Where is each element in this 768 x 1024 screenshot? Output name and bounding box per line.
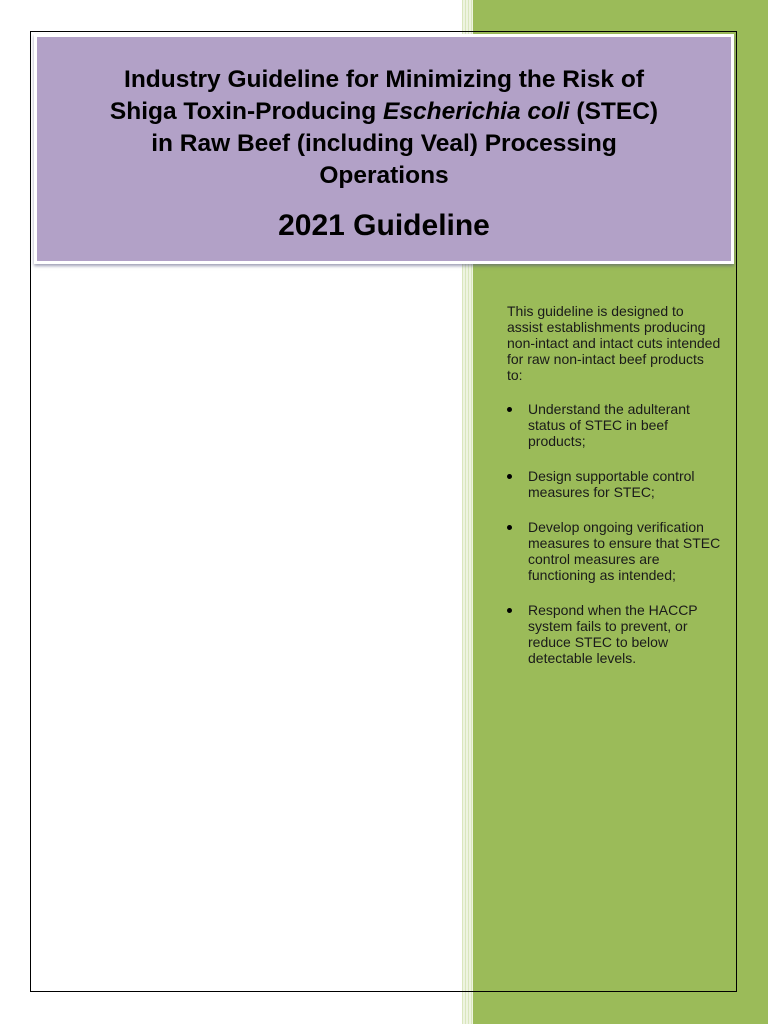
bullet-item	[507, 519, 721, 583]
bullet-dot-icon	[507, 525, 512, 530]
title-species-name: Escherichia coli	[383, 98, 570, 125]
title-line-2-prefix: Shiga Toxin-Producing	[109, 98, 384, 125]
bullet-text: Respond when the HACCP system fails to prevent, or reduce STEC to below detectable levels.	[528, 602, 698, 666]
title-box	[34, 34, 734, 264]
bullet-item	[507, 468, 721, 500]
bullet-item	[507, 602, 721, 666]
title-line-2	[57, 96, 711, 128]
sidebar-intro: This guideline is designed to assist establishments producing non-intact and intact cuts intended for raw non-intact beef products to:	[507, 303, 721, 383]
bullet-dot-icon	[507, 608, 512, 613]
document-subtitle: 2021 Guideline	[278, 209, 490, 242]
bullet-dot-icon	[507, 407, 512, 412]
title-line-1: Industry Guideline for Minimizing the Risk of	[124, 66, 644, 93]
title-line-2-suffix: (STEC)	[569, 98, 659, 125]
bullet-text: Develop ongoing verification measures to ensure that STEC control measures are functioning as intended;	[528, 519, 721, 583]
title-line-4: Operations	[319, 162, 449, 189]
bullet-text: Understand the adulterant status of STEC in beef products;	[528, 401, 690, 449]
bullet-item	[507, 401, 721, 449]
document-title	[57, 64, 711, 192]
title-line-3: in Raw Beef (including Veal) Processing	[151, 130, 617, 157]
bullet-dot-icon	[507, 474, 512, 479]
sidebar-bullet-list	[507, 401, 721, 666]
bullet-text: Design supportable control measures for STEC;	[528, 468, 695, 500]
sidebar-summary	[507, 303, 721, 685]
